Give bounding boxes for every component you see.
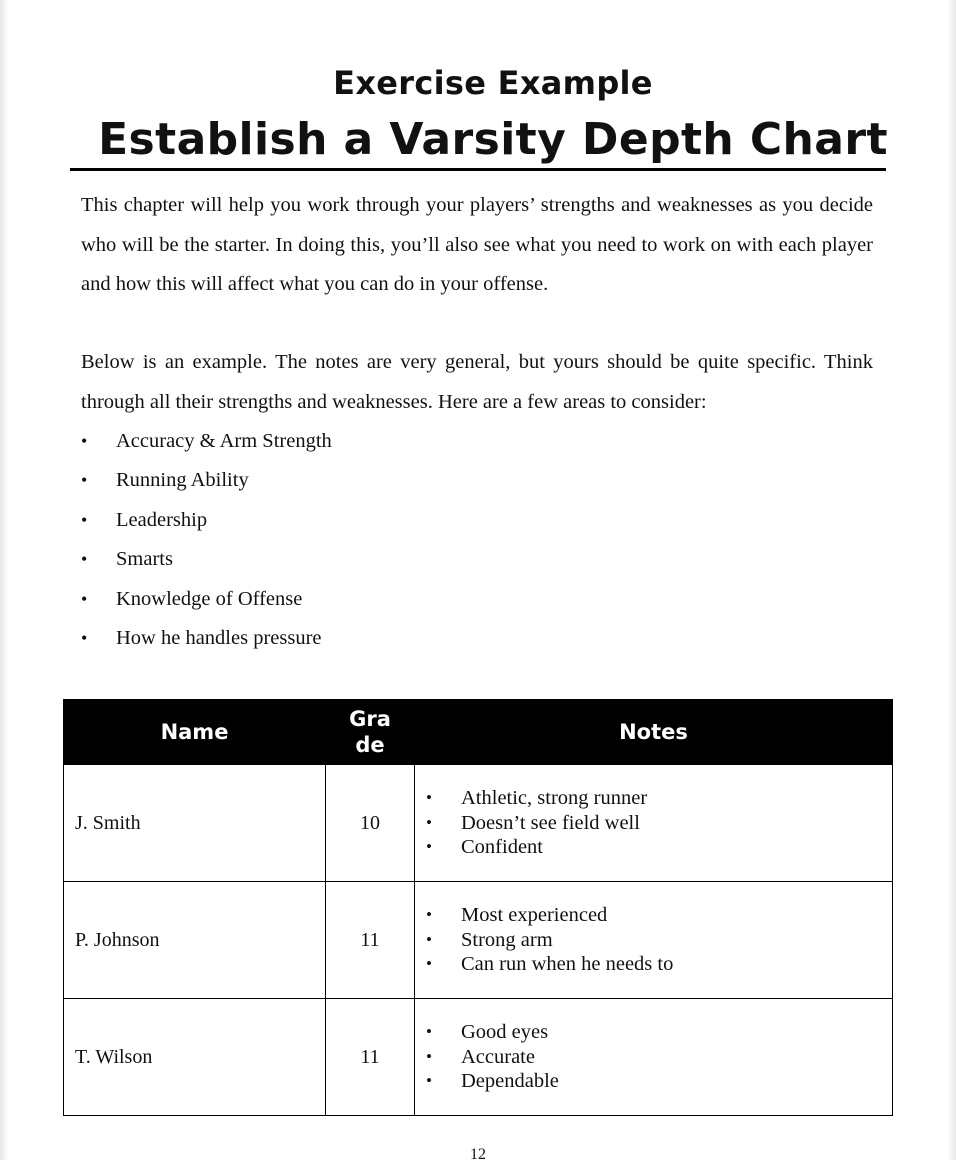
notes-list bbox=[415, 903, 892, 977]
note-text: Dependable bbox=[461, 1070, 559, 1093]
note-text: Most experienced bbox=[461, 904, 608, 927]
list-item-text: Knowledge of Offense bbox=[116, 587, 303, 610]
note-item bbox=[424, 835, 892, 860]
bullet-icon: • bbox=[81, 470, 88, 491]
page-number: 12 bbox=[470, 1146, 486, 1163]
list-item-text: Accuracy & Arm Strength bbox=[116, 430, 332, 452]
note-text: Doesn’t see field well bbox=[461, 811, 640, 834]
player-name: P. Johnson bbox=[64, 882, 326, 999]
areas-list bbox=[81, 422, 332, 658]
note-text: Strong arm bbox=[461, 928, 553, 951]
column-header-name: Name bbox=[64, 700, 326, 765]
table-row bbox=[64, 999, 893, 1116]
note-text: Accurate bbox=[461, 1045, 535, 1068]
intro-paragraph: This chapter will help you work through your players’ strengths and weaknesses as you decide who will be the starter. In doing this, you’ll also see what you need to work on with each player and how this will affect what you can do in your offense. bbox=[81, 194, 873, 295]
note-item bbox=[424, 786, 892, 811]
note-text: Can run when he needs to bbox=[461, 953, 674, 976]
page-edge-left bbox=[0, 0, 8, 1160]
list-item bbox=[81, 619, 332, 658]
page-edge-right bbox=[948, 0, 956, 1160]
note-item bbox=[424, 1020, 892, 1045]
depth-chart-table bbox=[63, 699, 893, 1116]
list-item bbox=[81, 461, 332, 500]
list-item-text: Smarts bbox=[116, 548, 173, 571]
bullet-icon: • bbox=[426, 1046, 432, 1066]
player-notes bbox=[415, 999, 893, 1116]
bullet-icon: • bbox=[426, 788, 432, 808]
bullet-icon: • bbox=[81, 509, 88, 530]
bullet-icon: • bbox=[426, 929, 432, 949]
note-item bbox=[424, 952, 892, 977]
note-text: Confident bbox=[461, 836, 543, 859]
page-subtitle: Exercise Example bbox=[333, 64, 653, 102]
list-item bbox=[81, 580, 332, 619]
bullet-icon: • bbox=[81, 549, 88, 570]
list-item bbox=[81, 422, 332, 461]
bullet-icon: • bbox=[426, 837, 432, 857]
column-header-notes: Notes bbox=[415, 700, 893, 765]
bullet-icon: • bbox=[81, 431, 88, 451]
bullet-icon: • bbox=[81, 627, 88, 648]
player-notes bbox=[415, 765, 893, 882]
list-item bbox=[81, 540, 332, 579]
column-header-grade: Grade bbox=[326, 700, 415, 765]
note-item bbox=[424, 928, 892, 953]
player-name: T. Wilson bbox=[64, 999, 326, 1116]
note-item bbox=[424, 811, 892, 836]
bullet-icon: • bbox=[426, 954, 432, 974]
player-notes bbox=[415, 882, 893, 999]
example-paragraph: Below is an example. The notes are very general, but yours should be quite specific. Think through all their strengths and weaknesses. Here are a few areas to consider: bbox=[81, 351, 873, 413]
list-item-text: Running Ability bbox=[116, 469, 249, 492]
note-text: Good eyes bbox=[461, 1021, 549, 1044]
player-grade: 10 bbox=[326, 765, 415, 882]
table-row bbox=[64, 765, 893, 882]
note-text: Athletic, strong runner bbox=[461, 787, 648, 810]
list-item bbox=[81, 501, 332, 540]
title-underline bbox=[70, 168, 886, 171]
notes-list bbox=[415, 786, 892, 860]
note-item bbox=[424, 1045, 892, 1070]
player-grade: 11 bbox=[326, 882, 415, 999]
player-name: J. Smith bbox=[64, 765, 326, 882]
table-row bbox=[64, 882, 893, 999]
page-title: Establish a Varsity Depth Chart bbox=[98, 114, 888, 165]
bullet-icon: • bbox=[426, 1022, 432, 1042]
notes-list bbox=[415, 1020, 892, 1094]
list-item-text: Leadership bbox=[116, 508, 208, 531]
list-item-text: How he handles pressure bbox=[116, 626, 322, 649]
note-item bbox=[424, 1069, 892, 1094]
table-header-row bbox=[64, 700, 893, 765]
bullet-icon: • bbox=[81, 588, 88, 609]
player-grade: 11 bbox=[326, 999, 415, 1116]
bullet-icon: • bbox=[426, 812, 432, 832]
note-item bbox=[424, 903, 892, 928]
bullet-icon: • bbox=[426, 1071, 432, 1091]
bullet-icon: • bbox=[426, 905, 432, 925]
